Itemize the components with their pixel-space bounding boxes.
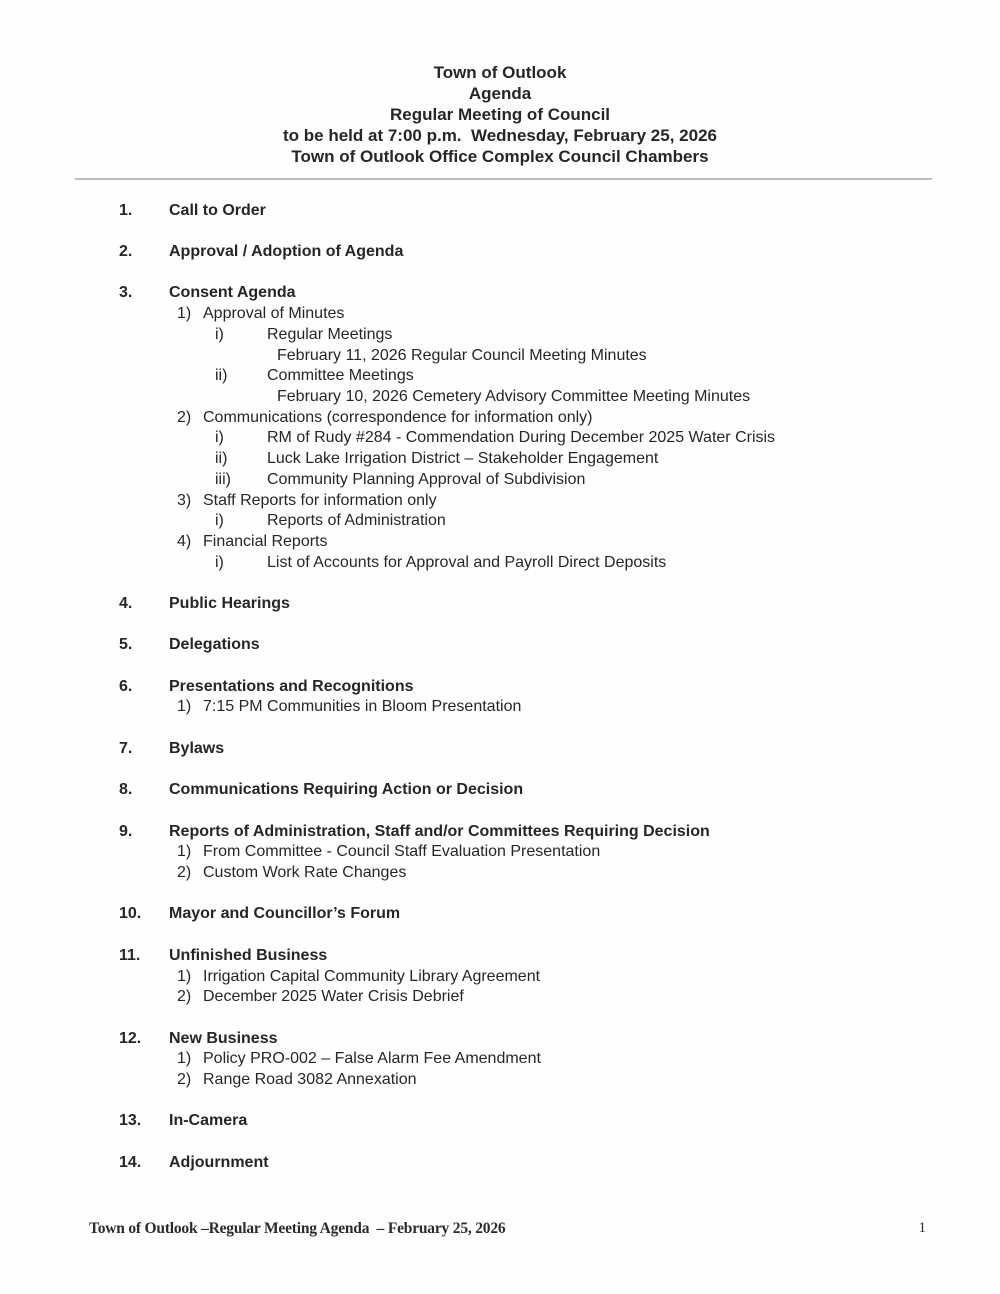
header-divider [75, 178, 932, 180]
footer-title: Town of Outlook –Regular Meeting Agenda – February 25, 2026 [89, 1220, 506, 1237]
item-title: Approval / Adoption of Agenda [169, 243, 404, 261]
subitem-text: Financial Reports [203, 532, 328, 550]
agenda-item-5 [119, 635, 1000, 656]
agenda-item-12 [119, 1029, 1000, 1091]
agenda-item-14 [119, 1153, 1000, 1174]
item-title: Public Hearings [169, 595, 290, 612]
subsubitem-text: Reports of Administration [267, 512, 446, 530]
agenda-item-heading [119, 1153, 1000, 1174]
agenda-subsubitem [119, 428, 1000, 449]
item-number: 1. [119, 201, 133, 219]
subsubitem-text: Community Planning Approval of Subdivision [267, 470, 586, 488]
item-title: In-Camera [169, 1112, 248, 1130]
agenda-subitem [119, 863, 1000, 884]
subitem-number: 3) [177, 491, 192, 509]
subitem-number: 4) [177, 532, 192, 550]
subitem-number: 2) [177, 988, 192, 1006]
item-title: Reports of Administration, Staff and/or Committees Requiring Decision [169, 822, 710, 840]
item-title: Communications Requiring Action or Decision [169, 781, 524, 799]
agenda-item-1 [119, 201, 1000, 222]
subsubitem-detail: February 10, 2026 Cemetery Advisory Committee Meeting Minutes [277, 387, 751, 405]
agenda-item-heading [119, 594, 1000, 615]
item-title: Consent Agenda [169, 284, 296, 302]
agenda-item-6 [119, 677, 1000, 718]
header-org-name: Town of Outlook [433, 63, 567, 82]
item-title: Mayor and Councillor’s Forum [169, 905, 401, 923]
agenda-item-10 [119, 904, 1000, 925]
subitem-text: Communications (correspondence for information only) [203, 408, 593, 426]
item-title: Call to Order [169, 201, 266, 219]
subsubitem-number: i) [215, 512, 224, 530]
subitem-text: From Committee - Council Staff Evaluation Presentation [203, 843, 601, 861]
item-number: 3. [119, 284, 133, 302]
item-number: 6. [119, 677, 133, 695]
agenda-subitem [119, 1049, 1000, 1070]
subsubitem-text: RM of Rudy #284 - Commendation During December 2025 Water Crisis [267, 429, 776, 447]
subitem-text: Irrigation Capital Community Library Agreement [203, 967, 541, 985]
header-location: Town of Outlook Office Complex Council Chambers [291, 147, 709, 166]
subitem-text: December 2025 Water Crisis Debrief [203, 988, 464, 1006]
item-number: 4. [119, 595, 133, 612]
subitem-text: 7:15 PM Communities in Bloom Presentation [203, 698, 522, 716]
agenda-item-heading [119, 1029, 1000, 1050]
agenda-item-heading [119, 946, 1000, 967]
item-number: 7. [119, 739, 133, 757]
agenda-item-heading [119, 283, 1000, 304]
item-title: Presentations and Recognitions [169, 677, 414, 695]
subitem-text: Policy PRO-002 – False Alarm Fee Amendment [203, 1050, 541, 1068]
item-title: New Business [169, 1029, 278, 1047]
subitem-number: 1) [177, 305, 192, 323]
agenda-subsubitem [119, 449, 1000, 470]
item-number: 11. [119, 946, 141, 964]
agenda-subitem [119, 697, 1000, 718]
subsubitem-number: i) [215, 429, 224, 447]
item-number: 5. [119, 636, 133, 654]
item-title: Delegations [169, 636, 260, 654]
agenda-item-8 [119, 780, 1000, 801]
agenda-item-heading [119, 739, 1000, 760]
agenda-subsubitem [119, 470, 1000, 491]
subitem-number: 1) [177, 698, 192, 716]
subitem-number: 2) [177, 1071, 192, 1089]
item-number: 14. [119, 1153, 142, 1171]
subsubitem-text: List of Accounts for Approval and Payroll Direct Deposits [267, 553, 667, 571]
agenda-subitem [119, 491, 1000, 512]
agenda-subsubitem [119, 553, 1000, 574]
agenda-subitem [119, 304, 1000, 325]
agenda-subitem [119, 842, 1000, 863]
agenda-item-4 [119, 594, 1000, 615]
subitem-text: Approval of Minutes [203, 305, 345, 323]
agenda-list [0, 201, 1000, 1174]
item-number: 8. [119, 781, 133, 799]
subitem-text: Custom Work Rate Changes [203, 864, 407, 882]
header-meeting-type: Regular Meeting of Council [389, 105, 611, 124]
agenda-item-2 [119, 242, 1000, 263]
subitem-number: 1) [177, 1050, 192, 1068]
item-title: Bylaws [169, 739, 225, 757]
agenda-item-heading [119, 822, 1000, 843]
subitem-text: Range Road 3082 Annexation [203, 1071, 417, 1089]
agenda-subitem [119, 987, 1000, 1008]
agenda-item-heading [119, 677, 1000, 698]
agenda-item-heading [119, 904, 1000, 925]
agenda-subitem [119, 1070, 1000, 1091]
subitem-number: 1) [177, 843, 192, 861]
subsubitem-detail: February 11, 2026 Regular Council Meeting Minutes [277, 346, 647, 364]
agenda-item-7 [119, 739, 1000, 760]
header-datetime: to be held at 7:00 p.m. Wednesday, February 25, 2026 [283, 126, 717, 145]
document-header [0, 0, 1000, 167]
subitem-number: 2) [177, 864, 192, 882]
item-title: Unfinished Business [169, 946, 328, 964]
agenda-item-11 [119, 946, 1000, 1008]
agenda-subitem [119, 532, 1000, 553]
page-number: 1 [918, 1220, 926, 1236]
header-doc-type: Agenda [468, 84, 532, 103]
item-title: Adjournment [169, 1153, 269, 1171]
agenda-item-9 [119, 822, 1000, 884]
document-footer [0, 1220, 1000, 1238]
subitem-number: 2) [177, 408, 192, 426]
subsubitem-number: iii) [215, 470, 231, 488]
agenda-item-3 [119, 283, 1000, 573]
agenda-subsubitem [119, 325, 1000, 346]
subsubitem-text: Committee Meetings [267, 367, 414, 385]
agenda-subsubitem [119, 511, 1000, 532]
agenda-subitem [119, 967, 1000, 988]
agenda-subitem [119, 408, 1000, 429]
item-number: 13. [119, 1112, 142, 1130]
item-number: 2. [119, 243, 133, 261]
subsubitem-number: i) [215, 553, 224, 571]
agenda-item-heading [119, 635, 1000, 656]
agenda-item-heading [119, 242, 1000, 263]
item-number: 12. [119, 1029, 142, 1047]
agenda-item-heading [119, 201, 1000, 222]
subsubitem-number: i) [215, 325, 224, 343]
agenda-item-heading [119, 1111, 1000, 1132]
subitem-number: 1) [177, 967, 192, 985]
agenda-item-13 [119, 1111, 1000, 1132]
subitem-text: Staff Reports for information only [203, 491, 437, 509]
item-number: 10. [119, 905, 142, 923]
subsubitem-text: Regular Meetings [267, 325, 393, 343]
agenda-subsubitem [119, 366, 1000, 387]
subsubitem-number: ii) [215, 450, 228, 468]
agenda-item-heading [119, 780, 1000, 801]
subsubitem-number: ii) [215, 367, 228, 385]
item-number: 9. [119, 822, 133, 840]
subsubitem-text: Luck Lake Irrigation District – Stakeholder Engagement [267, 450, 659, 468]
